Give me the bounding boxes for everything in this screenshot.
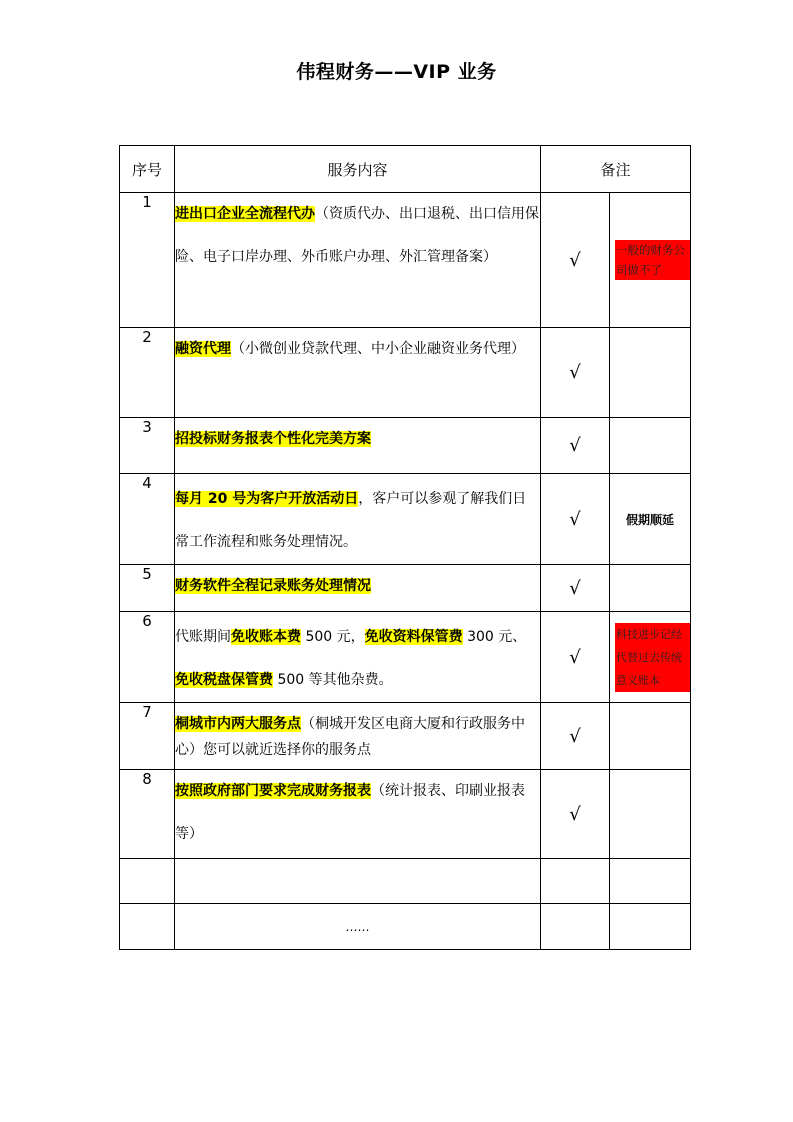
row-note: [610, 474, 691, 565]
row-number: 3: [120, 418, 175, 474]
table-row: [120, 703, 691, 770]
row-text: 代账期间: [175, 629, 231, 645]
row-number: 7: [120, 703, 175, 770]
row-highlight: 每月 20 号为客户开放活动日: [175, 491, 359, 507]
row-highlight: 按照政府部门要求完成财务报表: [175, 783, 371, 799]
row-text: 300 元、: [462, 629, 527, 645]
table-row: [120, 328, 691, 418]
row-text: ，客户可以参观了解我们日常工作流程和账务处理情况。: [175, 491, 527, 550]
table-row: [120, 612, 691, 703]
table-row: [120, 565, 691, 612]
check-mark: √: [541, 770, 610, 859]
row-highlight: 桐城市内两大服务点: [175, 716, 301, 732]
row-note: [610, 328, 691, 418]
row-note: [610, 703, 691, 770]
row-content: [175, 565, 541, 612]
table-row: [120, 474, 691, 565]
row-number: 4: [120, 474, 175, 565]
header-notes: 备注: [541, 146, 691, 193]
row-content: [175, 418, 541, 474]
row-text: （桐城开发区电商大厦和行政服务中心）您可以就近选择你的服务点: [175, 716, 525, 758]
empty-cell: [610, 904, 691, 950]
row-highlight: 融资代理: [175, 341, 231, 357]
row-number: 8: [120, 770, 175, 859]
row-number: 6: [120, 612, 175, 703]
check-mark: √: [541, 328, 610, 418]
service-table: [119, 145, 691, 950]
row-text: 500 等其他杂费。: [273, 672, 393, 688]
row-content: [175, 328, 541, 418]
row-text: 500 元，: [301, 629, 365, 645]
check-mark: √: [541, 565, 610, 612]
empty-cell: [120, 859, 175, 904]
empty-cell: [610, 859, 691, 904]
row-content: [175, 612, 541, 703]
table-header-row: [120, 146, 691, 193]
row-highlight: 进出口企业全流程代办: [175, 206, 315, 222]
table-row: [120, 193, 691, 328]
check-mark: √: [541, 418, 610, 474]
empty-cell: [175, 859, 541, 904]
row-number: 2: [120, 328, 175, 418]
row-note: [610, 612, 691, 703]
red-note: 科技进步记经代替过去传统意义账本: [615, 623, 690, 692]
row-highlight: 财务软件全程记录账务处理情况: [175, 578, 371, 594]
row-text: （统计报表、印刷业报表等）: [175, 783, 525, 842]
row-note: [610, 418, 691, 474]
table-row: [120, 904, 691, 950]
row-text: （资质代办、出口退税、出口信用保险、电子口岸办理、外币账户办理、外汇管理备案）: [175, 206, 539, 265]
header-seq: 序号: [120, 146, 175, 193]
ellipsis: ……: [175, 904, 541, 950]
row-content: [175, 193, 541, 328]
note-text: 假期顺延: [626, 512, 675, 527]
empty-cell: [120, 904, 175, 950]
page-title: 伟程财务——VIP 业务: [296, 61, 497, 83]
row-highlight: 免收税盘保管费: [175, 672, 273, 688]
table-row: [120, 770, 691, 859]
empty-cell: [541, 904, 610, 950]
check-mark: √: [541, 474, 610, 565]
header-content: 服务内容: [175, 146, 541, 193]
row-note: [610, 770, 691, 859]
table-row: [120, 859, 691, 904]
row-note: [610, 193, 691, 328]
check-mark: √: [541, 612, 610, 703]
row-highlight: 免收账本费: [231, 629, 301, 645]
check-mark: √: [541, 703, 610, 770]
row-content: [175, 474, 541, 565]
table-row: [120, 418, 691, 474]
row-text: （小微创业贷款代理、中小企业融资业务代理）: [231, 341, 525, 357]
row-content: [175, 770, 541, 859]
row-highlight: 招投标财务报表个性化完美方案: [175, 431, 371, 447]
check-mark: √: [541, 193, 610, 328]
empty-cell: [541, 859, 610, 904]
row-note: [610, 565, 691, 612]
red-note: 一般的财务公司做不了: [615, 240, 690, 280]
row-highlight: 免收资料保管费: [364, 629, 463, 645]
row-number: 5: [120, 565, 175, 612]
row-number: 1: [120, 193, 175, 328]
row-content: [175, 703, 541, 770]
